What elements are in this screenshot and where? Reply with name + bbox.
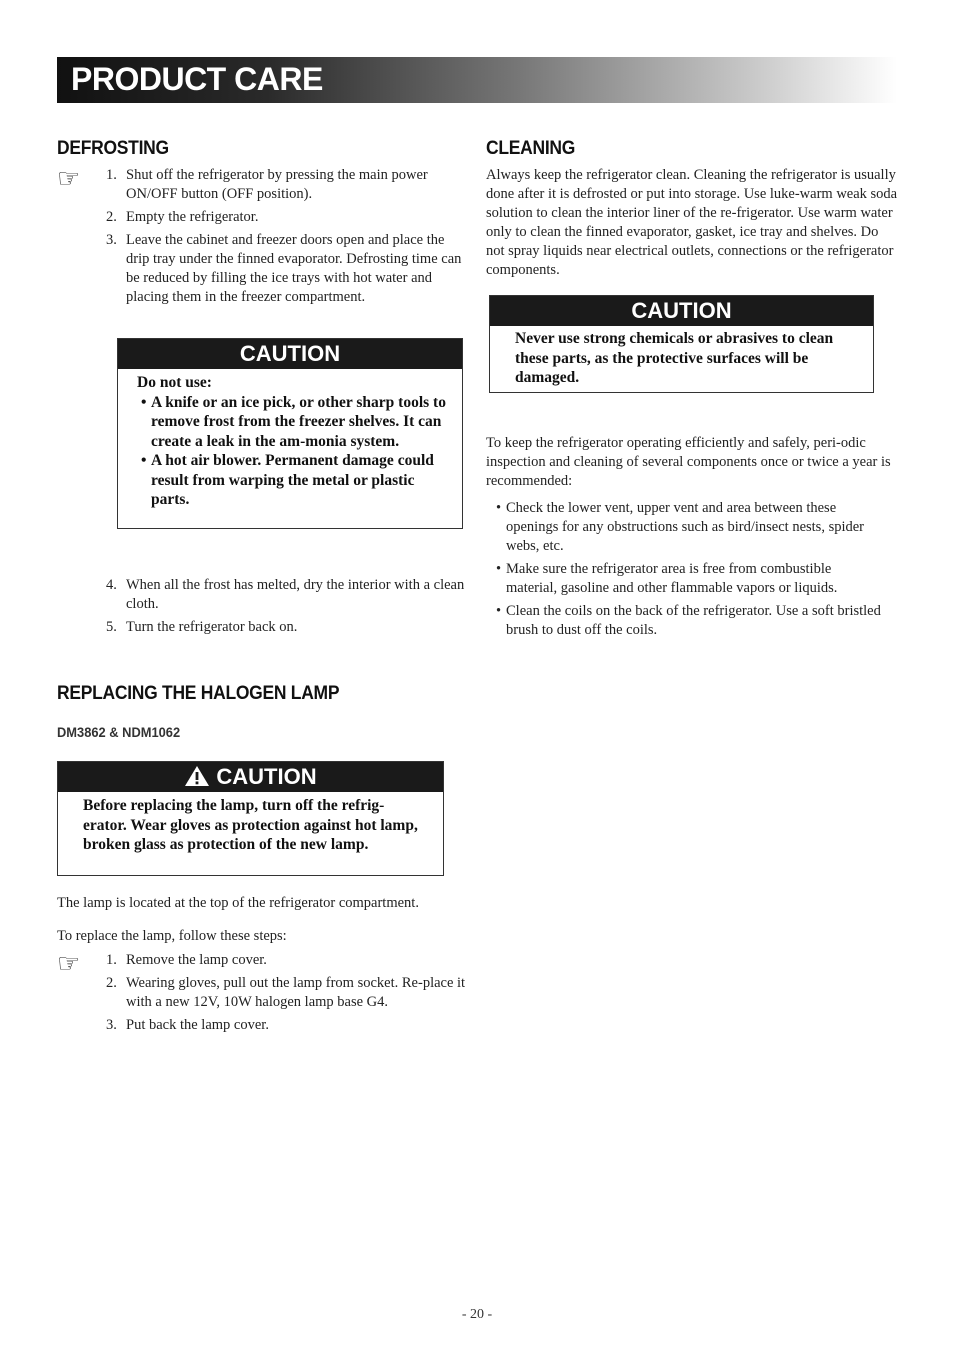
list-item: 4. When all the frost has melted, dry the interior with a clean cloth.: [106, 577, 465, 612]
cleaning-heading: CLEANING: [486, 138, 576, 159]
defrosting-steps-a: [106, 166, 464, 311]
inspection-list: [488, 499, 884, 644]
list-item: 1. Remove the lamp cover.: [106, 952, 267, 968]
hand-pointing-icon: ☞: [57, 949, 81, 978]
lamp-location-text: The lamp is located at the top of the refrigerator compartment.: [57, 895, 419, 911]
list-item: 3. Put back the lamp cover.: [106, 1017, 269, 1033]
list-item: • Make sure the refrigerator area is free from combustible material, gasoline and other flammable vapors or liquids.: [488, 560, 884, 598]
list-item: • Clean the coils on the back of the refrigerator. Use a soft bristled brush to dust off the coils.: [488, 602, 884, 640]
list-item: • A hot air blower. Permanent damage could result from warping the metal or plastic parts.: [137, 451, 448, 510]
title-banner: [57, 57, 897, 103]
hand-pointing-icon: ☞: [57, 164, 81, 193]
lamp-steps: [106, 951, 472, 1039]
lamp-models: DM3862 & NDM1062: [57, 724, 181, 740]
caution-intro: Do not use:: [137, 374, 212, 391]
page-number: - 20 -: [461, 1307, 493, 1322]
caution-body: Before replacing the lamp, turn off the refrig-erator. Wear gloves as protection against hot lamp, broken glass as protection of the new lamp.: [83, 797, 418, 853]
caution-header: CAUTION: [490, 296, 873, 326]
list-item: • Check the lower vent, upper vent and area between these openings for any obstructions such as bird/insect nests, spider webs, etc.: [488, 499, 884, 556]
lamp-caution-box: [57, 761, 444, 876]
list-item: 3. Leave the cabinet and freezer doors open and place the drip tray under the finned evaporator. Defrosting time can be reduced by filling the ice trays with hot water and placing them in the freezer compartment.: [106, 232, 462, 305]
page-title: PRODUCT CARE: [71, 61, 323, 97]
defrost-caution-box: [117, 338, 463, 529]
list-item: • A knife or an ice pick, or other sharp tools to remove frost from the freezer shelves. It can create a leak in the am-monia system.: [137, 393, 448, 452]
caution-body: [118, 369, 462, 510]
caution-header: CAUTION: [58, 762, 443, 792]
caution-body: Never use strong chemicals or abrasives to clean these parts, as the protective surfaces will be damaged.: [515, 330, 834, 386]
list-item: 2. Empty the refrigerator.: [106, 209, 259, 225]
lamp-steps-intro: To replace the lamp, follow these steps:: [57, 928, 287, 944]
caution-header: CAUTION: [118, 339, 462, 369]
cleaning-caution-box: [489, 295, 874, 393]
list-item: 2. Wearing gloves, pull out the lamp from socket. Re-place it with a new 12V, 10W halogen lamp base G4.: [106, 975, 466, 1010]
inspection-text: To keep the refrigerator operating efficiently and safely, peri-odic inspection and cleaning of several components once or twice a year is recommended:: [486, 435, 891, 489]
warning-triangle-icon: [184, 765, 210, 787]
defrosting-heading: DEFROSTING: [57, 138, 169, 159]
list-item: 1. Shut off the refrigerator by pressing the main power ON/OFF button (OFF position).: [106, 167, 428, 202]
caution-list: [137, 393, 448, 510]
cleaning-intro: Always keep the refrigerator clean. Cleaning the refrigerator is usually done after it is defrosted or put into storage. Use luke-warm weak soda solution to clean the interior liner of the re-frigerator. Use warm water only to clean the finned evaporator, gasket, ice tray and shelves. Do not spray liquids near electrical outlets, connections or the refrigerator components.: [486, 167, 898, 278]
lamp-heading: REPLACING THE HALOGEN LAMP: [57, 683, 340, 704]
list-item: 5. Turn the refrigerator back on.: [106, 619, 298, 635]
defrosting-steps-b: [106, 576, 466, 641]
